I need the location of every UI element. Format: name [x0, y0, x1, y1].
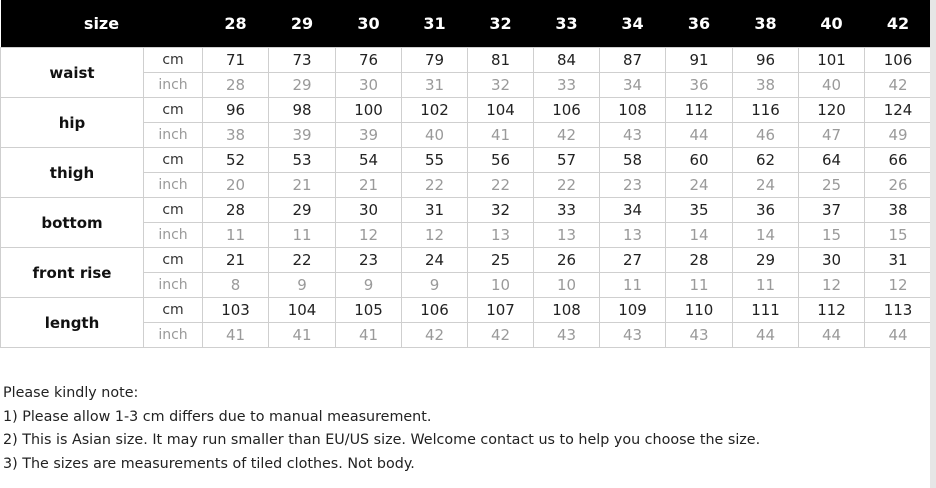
- table-cell: 29: [269, 198, 336, 223]
- table-cell: 106: [402, 298, 468, 323]
- table-cell: 81: [468, 48, 534, 73]
- table-cell: 21: [269, 173, 336, 198]
- table-cell: 15: [799, 223, 865, 248]
- table-cell: 60: [666, 148, 733, 173]
- table-cell: 108: [600, 98, 666, 123]
- size-header-cell: 36: [666, 0, 733, 48]
- table-cell: 13: [534, 223, 600, 248]
- table-cell: 15: [865, 223, 932, 248]
- table-cell: 106: [865, 48, 932, 73]
- table-cell: 41: [468, 123, 534, 148]
- unit-label: inch: [144, 273, 203, 298]
- table-row: [1, 248, 932, 273]
- measurement-label: hip: [1, 98, 144, 148]
- table-cell: 11: [733, 273, 799, 298]
- measurement-label: waist: [1, 48, 144, 98]
- table-cell: 12: [402, 223, 468, 248]
- table-cell: 44: [733, 323, 799, 348]
- table-cell: 23: [600, 173, 666, 198]
- unit-label: cm: [144, 98, 203, 123]
- table-cell: 108: [534, 298, 600, 323]
- unit-label: inch: [144, 73, 203, 98]
- unit-label: cm: [144, 248, 203, 273]
- table-cell: 30: [799, 248, 865, 273]
- table-cell: 54: [336, 148, 402, 173]
- table-cell: 25: [468, 248, 534, 273]
- size-header-cell: 28: [203, 0, 269, 48]
- measurement-label: bottom: [1, 198, 144, 248]
- table-cell: 49: [865, 123, 932, 148]
- table-cell: 37: [799, 198, 865, 223]
- table-cell: 28: [203, 198, 269, 223]
- table-cell: 12: [799, 273, 865, 298]
- table-cell: 44: [666, 123, 733, 148]
- table-cell: 42: [468, 323, 534, 348]
- table-cell: 31: [402, 73, 468, 98]
- header-row: [1, 0, 932, 48]
- unit-label: inch: [144, 223, 203, 248]
- table-cell: 71: [203, 48, 269, 73]
- table-cell: 23: [336, 248, 402, 273]
- table-cell: 42: [534, 123, 600, 148]
- table-cell: 31: [865, 248, 932, 273]
- table-cell: 96: [203, 98, 269, 123]
- size-header-cell: 38: [733, 0, 799, 48]
- size-header-label: size: [1, 0, 203, 48]
- table-cell: 11: [203, 223, 269, 248]
- table-row: [1, 48, 932, 73]
- table-row: [1, 298, 932, 323]
- unit-label: cm: [144, 148, 203, 173]
- table-cell: 36: [666, 73, 733, 98]
- table-cell: 43: [600, 323, 666, 348]
- table-cell: 11: [666, 273, 733, 298]
- table-cell: 14: [733, 223, 799, 248]
- table-cell: 57: [534, 148, 600, 173]
- table-cell: 84: [534, 48, 600, 73]
- table-cell: 43: [534, 323, 600, 348]
- measurement-label: thigh: [1, 148, 144, 198]
- table-cell: 39: [269, 123, 336, 148]
- table-cell: 13: [468, 223, 534, 248]
- table-row: [1, 98, 932, 123]
- table-cell: 28: [203, 73, 269, 98]
- table-cell: 31: [402, 198, 468, 223]
- table-cell: 56: [468, 148, 534, 173]
- table-cell: 101: [799, 48, 865, 73]
- table-cell: 22: [534, 173, 600, 198]
- table-cell: 22: [402, 173, 468, 198]
- unit-label: cm: [144, 48, 203, 73]
- table-cell: 24: [666, 173, 733, 198]
- table-cell: 20: [203, 173, 269, 198]
- table-cell: 26: [534, 248, 600, 273]
- table-cell: 41: [269, 323, 336, 348]
- table-cell: 36: [733, 198, 799, 223]
- table-cell: 58: [600, 148, 666, 173]
- unit-label: inch: [144, 173, 203, 198]
- size-header-cell: 30: [336, 0, 402, 48]
- table-cell: 116: [733, 98, 799, 123]
- table-cell: 34: [600, 73, 666, 98]
- notes-intro: Please kindly note:: [3, 385, 139, 401]
- size-header-cell: 42: [865, 0, 932, 48]
- table-cell: 42: [865, 73, 932, 98]
- table-cell: 30: [336, 73, 402, 98]
- table-cell: 35: [666, 198, 733, 223]
- table-cell: 98: [269, 98, 336, 123]
- table-cell: 40: [402, 123, 468, 148]
- table-cell: 11: [600, 273, 666, 298]
- table-cell: 21: [203, 248, 269, 273]
- unit-label: cm: [144, 298, 203, 323]
- table-cell: 103: [203, 298, 269, 323]
- measurement-label: length: [1, 298, 144, 348]
- size-header-cell: 31: [402, 0, 468, 48]
- size-header-cell: 40: [799, 0, 865, 48]
- table-cell: 9: [336, 273, 402, 298]
- table-cell: 105: [336, 298, 402, 323]
- table-cell: 41: [203, 323, 269, 348]
- table-cell: 39: [336, 123, 402, 148]
- table-cell: 30: [336, 198, 402, 223]
- table-cell: 38: [865, 198, 932, 223]
- table-cell: 9: [269, 273, 336, 298]
- table-cell: 42: [402, 323, 468, 348]
- table-cell: 52: [203, 148, 269, 173]
- table-row: [1, 148, 932, 173]
- table-cell: 22: [269, 248, 336, 273]
- table-cell: 44: [799, 323, 865, 348]
- unit-label: cm: [144, 198, 203, 223]
- table-cell: 66: [865, 148, 932, 173]
- table-cell: 120: [799, 98, 865, 123]
- table-cell: 9: [402, 273, 468, 298]
- table-cell: 46: [733, 123, 799, 148]
- table-cell: 104: [269, 298, 336, 323]
- table-cell: 91: [666, 48, 733, 73]
- table-cell: 47: [799, 123, 865, 148]
- table-cell: 110: [666, 298, 733, 323]
- table-cell: 112: [666, 98, 733, 123]
- table-cell: 38: [733, 73, 799, 98]
- note-item: 3) The sizes are measurements of tiled clothes. Not body.: [3, 455, 415, 472]
- size-table-body: [1, 48, 932, 348]
- table-cell: 87: [600, 48, 666, 73]
- table-cell: 124: [865, 98, 932, 123]
- table-cell: 29: [733, 248, 799, 273]
- table-cell: 21: [336, 173, 402, 198]
- table-cell: 112: [799, 298, 865, 323]
- table-cell: 76: [336, 48, 402, 73]
- table-cell: 113: [865, 298, 932, 323]
- table-cell: 27: [600, 248, 666, 273]
- size-header-cell: 32: [468, 0, 534, 48]
- table-cell: 111: [733, 298, 799, 323]
- table-cell: 25: [799, 173, 865, 198]
- table-cell: 55: [402, 148, 468, 173]
- table-cell: 44: [865, 323, 932, 348]
- table-cell: 14: [666, 223, 733, 248]
- table-cell: 64: [799, 148, 865, 173]
- note-item: 2) This is Asian size. It may run smaller than EU/US size. Welcome contact us to help you choose the size.: [3, 432, 761, 448]
- table-cell: 34: [600, 198, 666, 223]
- table-cell: 33: [534, 73, 600, 98]
- size-header-cell: 33: [534, 0, 600, 48]
- table-cell: 8: [203, 273, 269, 298]
- table-cell: 10: [534, 273, 600, 298]
- table-cell: 22: [468, 173, 534, 198]
- table-cell: 100: [336, 98, 402, 123]
- table-cell: 13: [600, 223, 666, 248]
- table-cell: 96: [733, 48, 799, 73]
- table-cell: 73: [269, 48, 336, 73]
- table-cell: 24: [733, 173, 799, 198]
- notes: [3, 382, 760, 476]
- table-cell: 104: [468, 98, 534, 123]
- unit-label: inch: [144, 323, 203, 348]
- table-cell: 11: [269, 223, 336, 248]
- size-header-cell: 29: [269, 0, 336, 48]
- table-row: [1, 198, 932, 223]
- table-cell: 29: [269, 73, 336, 98]
- table-cell: 40: [799, 73, 865, 98]
- table-cell: 32: [468, 198, 534, 223]
- table-cell: 43: [600, 123, 666, 148]
- table-cell: 33: [534, 198, 600, 223]
- table-cell: 53: [269, 148, 336, 173]
- table-cell: 26: [865, 173, 932, 198]
- table-cell: 12: [865, 273, 932, 298]
- table-cell: 43: [666, 323, 733, 348]
- measurement-label: front rise: [1, 248, 144, 298]
- table-cell: 10: [468, 273, 534, 298]
- table-cell: 109: [600, 298, 666, 323]
- table-cell: 32: [468, 73, 534, 98]
- unit-label: inch: [144, 123, 203, 148]
- table-cell: 102: [402, 98, 468, 123]
- table-cell: 38: [203, 123, 269, 148]
- table-cell: 12: [336, 223, 402, 248]
- table-cell: 28: [666, 248, 733, 273]
- table-cell: 107: [468, 298, 534, 323]
- table-cell: 62: [733, 148, 799, 173]
- table-cell: 41: [336, 323, 402, 348]
- right-edge-bar: [930, 0, 936, 488]
- table-cell: 79: [402, 48, 468, 73]
- size-header-cell: 34: [600, 0, 666, 48]
- table-cell: 106: [534, 98, 600, 123]
- note-item: 1) Please allow 1-3 cm differs due to manual measurement.: [3, 408, 432, 425]
- table-cell: 24: [402, 248, 468, 273]
